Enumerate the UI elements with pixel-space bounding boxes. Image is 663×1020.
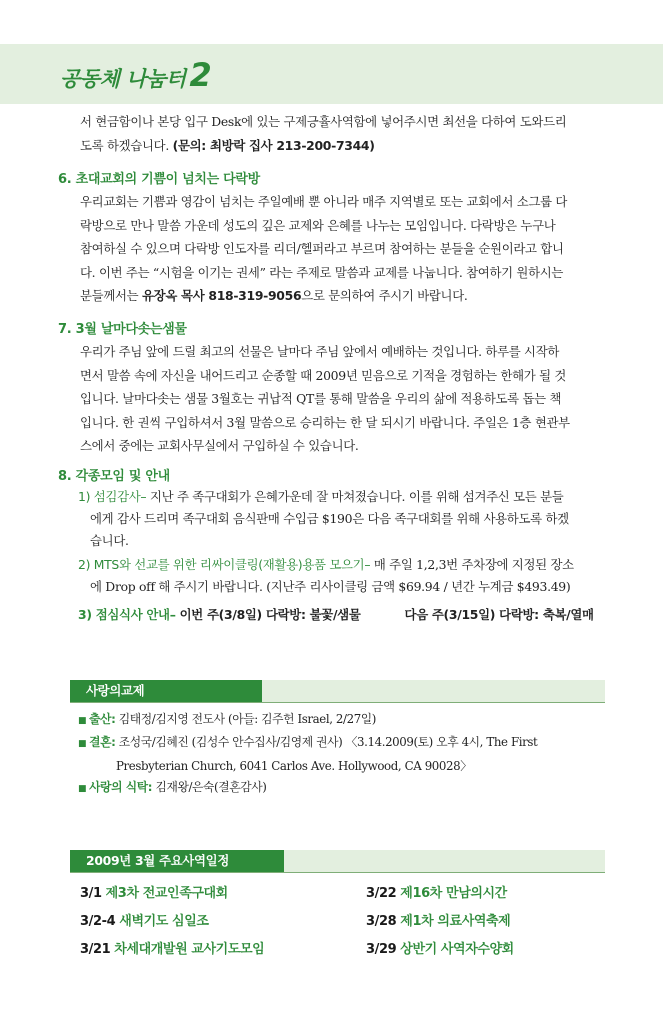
- schedule-item: [366, 910, 510, 929]
- page-title: [60, 56, 211, 94]
- lunch-notice: [78, 605, 594, 623]
- square-bullet-icon: ■: [78, 739, 87, 749]
- schedule-box-title: 2009년 3월 주요사역일정: [70, 850, 284, 872]
- family-label: 결혼:: [89, 735, 116, 749]
- section-paragraph: [80, 190, 620, 308]
- schedule-item: [80, 882, 228, 901]
- page-title-text: 공동체 나눔터: [60, 67, 186, 91]
- intro-line: 서 현금함이나 본당 입구 Desk에 있는 구제긍휼사역함에 넣어주시면 최선을 다하여 도와드리: [80, 114, 567, 129]
- section-heading: 6. 초대교회의 기쁨이 넘치는 다락방: [58, 172, 260, 187]
- section-paragraph: [80, 340, 620, 458]
- notice-line: 습니다.: [90, 533, 129, 548]
- family-item: ■ 사랑의 식탁: 김재왕/은숙(결혼감사): [78, 780, 267, 794]
- notice-item: 2) MTS와 선교를 위한 리싸이클링(재활용)용품 모으기– 매 주일 1,2,3번 주차장에 지정된 장소 에 Drop off 해 주시기 바랍니다. (지난주 리사이클링 금액 $69.94 / 년간 누계금 $493.49): [78, 554, 618, 598]
- notice-lead: 2) MTS와 선교를 위한 리싸이클링(재활용)용품 모으기–: [78, 557, 371, 572]
- notice-lead: 3) 점심식사 안내–: [78, 607, 176, 622]
- paragraph-line: 우리교회는 기쁨과 영감이 넘치는 주일예배 뿐 아니라 매주 지역별로 또는 교회에서 소그룹 다: [80, 194, 568, 209]
- paragraph-line: 락방으로 만나 말씀 가운데 성도의 깊은 교제와 은혜를 나누는 모임입니다. 다락방은 누구나: [80, 217, 556, 233]
- family-item: ■ 결혼: 조성국/김혜진 (김성수 안수집사/김영제 권사) 〈3.14.2009(토) 오후 4시, The First Presbyterian Church, 6041 Carlos Ave. Hollywood, CA 90028〉: [78, 731, 618, 777]
- family-line: Presbyterian Church, 6041 Carlos Ave. Hollywood, CA 90028〉: [116, 759, 472, 773]
- section-heading: 8. 각종모임 및 안내: [58, 469, 170, 484]
- schedule-box-divider: [70, 872, 605, 873]
- family-label: 사랑의 식탁:: [89, 780, 153, 794]
- intro-contact: (문의: 최방락 집사 213-200-7344): [172, 137, 375, 153]
- schedule-event: 상반기 사역자수양회: [400, 942, 514, 957]
- schedule-item: [366, 938, 514, 957]
- schedule-item: [80, 938, 264, 957]
- paragraph-line: 참여하실 수 있으며 다락방 인도자를 리더/헬퍼라고 부르며 참여하는 분들을 순원이라고 합니: [80, 241, 564, 257]
- schedule-date: 3/2-4: [80, 914, 116, 929]
- schedule-date: 3/28: [366, 914, 397, 929]
- schedule-item: [80, 910, 209, 929]
- family-label: 출산:: [89, 712, 116, 726]
- square-bullet-icon: ■: [78, 716, 87, 726]
- schedule-item: [366, 882, 507, 901]
- intro-line: 도록 하겠습니다. (문의: 최방락 집사 213-200-7344): [80, 137, 375, 153]
- contact-info: 유장옥 목사 818-319-9056: [142, 288, 302, 304]
- paragraph-line: 입니다. 한 권씩 구입하셔서 3월 말씀으로 승리하는 한 달 되시기 바랍니다. 주일은 1층 현관부: [80, 414, 570, 430]
- lunch-this-week: 이번 주(3/8일) 다락방: 불꽃/샘물: [175, 607, 361, 622]
- paragraph-line: 분들께서는 유장옥 목사 818-319-9056으로 문의하여 주시기 바랍니다.: [80, 288, 468, 304]
- family-box-divider: [70, 702, 605, 703]
- notice-line: 에 Drop off 해 주시기 바랍니다. (지난주 리사이클링 금액 $69.94 / 년간 누계금 $493.49): [90, 579, 571, 594]
- notice-line: 에게 감사 드리며 족구대회 음식판매 수입금 $190은 다음 족구대회를 위해 사용하도록 하겠: [90, 511, 569, 526]
- intro-paragraph: [80, 110, 620, 157]
- schedule-event: 제3차 전교인족구대회: [105, 886, 228, 901]
- schedule-date: 3/21: [80, 942, 111, 957]
- family-item: ■ 출산: 김태정/김지영 전도사 (아들: 김주헌 Israel, 2/27일): [78, 712, 376, 726]
- schedule-date: 3/1: [80, 886, 102, 901]
- schedule-event: 제16차 만남의시간: [400, 886, 507, 901]
- paragraph-line: 입니다. 날마다솟는 샘물 3월호는 귀납적 QT를 통해 말씀을 우리의 삶에 적용하도록 돕는 책: [80, 391, 562, 407]
- lunch-next-week: 다음 주(3/15일) 다락방: 축복/열매: [404, 607, 594, 622]
- family-box-title: 사랑의교제: [70, 680, 262, 702]
- schedule-event: 차세대개발원 교사기도모임: [114, 942, 265, 957]
- schedule-event: 새벽기도 심일조: [119, 914, 209, 929]
- schedule-date: 3/29: [366, 942, 397, 957]
- paragraph-line: 면서 말씀 속에 자신을 내어드리고 순종할 때 2009년 믿음으로 기적을 경험하는 한해가 될 것: [80, 367, 567, 383]
- notice-item: 1) 섬김감사– 지난 주 족구대회가 은혜가운데 잘 마쳐졌습니다. 이를 위해 섬겨주신 모든 분들 에게 감사 드리며 족구대회 음식판매 수입금 $190은 다음 족구대회를 위해 사용하도록 하겠 습니다.: [78, 486, 618, 552]
- paragraph-line: 다. 이번 주는 “시험을 이기는 권세” 라는 주제로 말씀과 교제를 나눕니다. 참여하기 원하시는: [80, 264, 564, 280]
- paragraph-line: 스에서 중에는 교회사무실에서 구입하실 수 있습니다.: [80, 438, 359, 454]
- schedule-event: 제1차 의료사역축제: [400, 914, 511, 929]
- paragraph-line: 우리가 주님 앞에 드릴 최고의 선물은 날마다 주님 앞에서 예배하는 것입니다. 하루를 시작하: [80, 344, 560, 359]
- square-bullet-icon: ■: [78, 784, 87, 794]
- schedule-date: 3/22: [366, 886, 397, 901]
- notice-lead: 1) 섬김감사–: [78, 489, 147, 504]
- section-heading: 7. 3월 날마다솟는샘물: [58, 322, 187, 337]
- page-number: 2: [189, 56, 212, 94]
